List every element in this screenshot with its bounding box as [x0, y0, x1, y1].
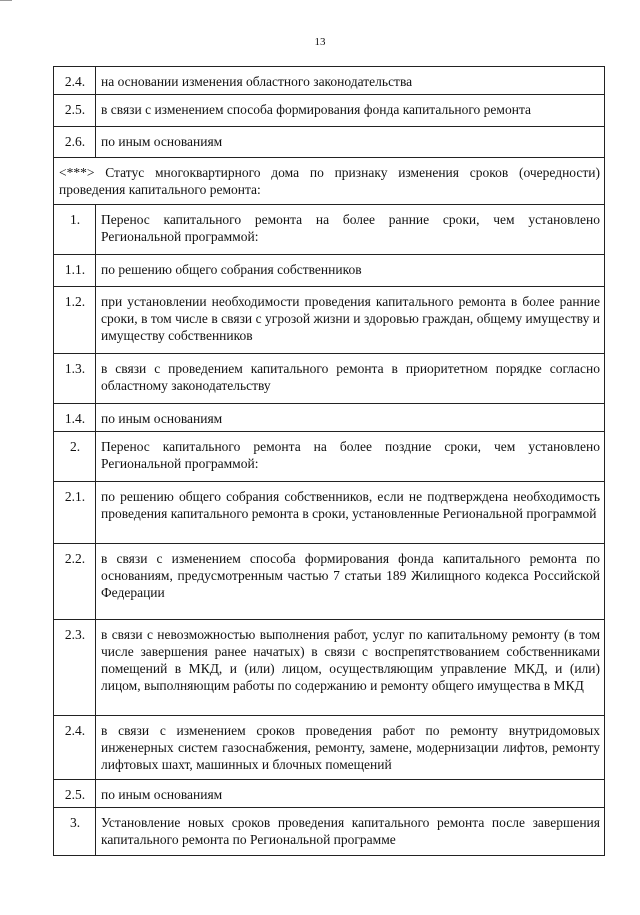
table-row [54, 808, 605, 856]
table-row [54, 354, 605, 404]
table-row-section-heading [54, 158, 605, 205]
row-number: 2.4. [54, 716, 96, 780]
page-number: 13 [314, 36, 326, 48]
row-number: 2.6. [54, 127, 96, 158]
table-row [54, 482, 605, 544]
row-text: по решению общего собрания собственников, если не подтверждена необходимость проведения капитального ремонта в сроки, установленные Региональной программой [96, 482, 605, 544]
table-row [54, 780, 605, 808]
row-number: 2.2. [54, 544, 96, 620]
row-number: 1.3. [54, 354, 96, 404]
row-number: 2.5. [54, 95, 96, 127]
table-row [54, 287, 605, 354]
row-number: 2.3. [54, 620, 96, 716]
table-row [54, 716, 605, 780]
row-number: 2.1. [54, 482, 96, 544]
status-table [53, 66, 605, 856]
table-row [54, 620, 605, 716]
table-row [54, 127, 605, 158]
row-text: Перенос капитального ремонта на более ранние сроки, чем установлено Региональной программой: [96, 205, 605, 255]
row-number: 1.4. [54, 404, 96, 432]
row-text: при установлении необходимости проведения капитального ремонта в более ранние сроки, в том числе в связи с угрозой жизни и здоровью граждан, общему имуществу и имуществу собственников [96, 287, 605, 354]
row-text: в связи с проведением капитального ремонта в приоритетном порядке согласно областному законодательству [96, 354, 605, 404]
table-row [54, 432, 605, 482]
row-number: 1.2. [54, 287, 96, 354]
table-row [54, 205, 605, 255]
row-number: 3. [54, 808, 96, 856]
row-text: по решению общего собрания собственников [96, 255, 605, 287]
row-text: на основании изменения областного законодательства [96, 67, 605, 95]
row-number: 1. [54, 205, 96, 255]
row-text: по иным основаниям [96, 780, 605, 808]
row-text: по иным основаниям [96, 127, 605, 158]
row-text: в связи с изменением способа формирования фонда капитального ремонта [96, 95, 605, 127]
row-text: Установление новых сроков проведения капитального ремонта после завершения капитального ремонта по Региональной программе [96, 808, 605, 856]
section-heading: <***> Статус многоквартирного дома по признаку изменения сроков (очередности) проведения капитального ремонта: [54, 158, 605, 205]
table-row [54, 67, 605, 95]
row-number: 2. [54, 432, 96, 482]
scan-corner-mark [0, 0, 12, 1]
row-number: 1.1. [54, 255, 96, 287]
row-text: Перенос капитального ремонта на более поздние сроки, чем установлено Региональной программой: [96, 432, 605, 482]
table-row [54, 544, 605, 620]
row-text: в связи с невозможностью выполнения работ, услуг по капитальному ремонту (в том числе завершения ранее начатых) в связи с воспрепятствованием собственниками помещений в МКД, и (или) лицом, осуществляющим управление МКД, и (или) лицом, выполняющим работы по содержанию и ремонту общего имущества в МКД [96, 620, 605, 716]
row-text: по иным основаниям [96, 404, 605, 432]
table-row [54, 95, 605, 127]
row-text: в связи с изменением способа формирования фонда капитального ремонта по основаниям, предусмотренным частью 7 статьи 189 Жилищного кодекса Российской Федерации [96, 544, 605, 620]
row-number: 2.4. [54, 67, 96, 95]
table-row [54, 255, 605, 287]
row-text: в связи с изменением сроков проведения работ по ремонту внутридомовых инженерных систем газоснабжения, ремонту, замене, модернизации лифтов, ремонту лифтовых шахт, машинных и блочных помещений [96, 716, 605, 780]
row-number: 2.5. [54, 780, 96, 808]
table-row [54, 404, 605, 432]
